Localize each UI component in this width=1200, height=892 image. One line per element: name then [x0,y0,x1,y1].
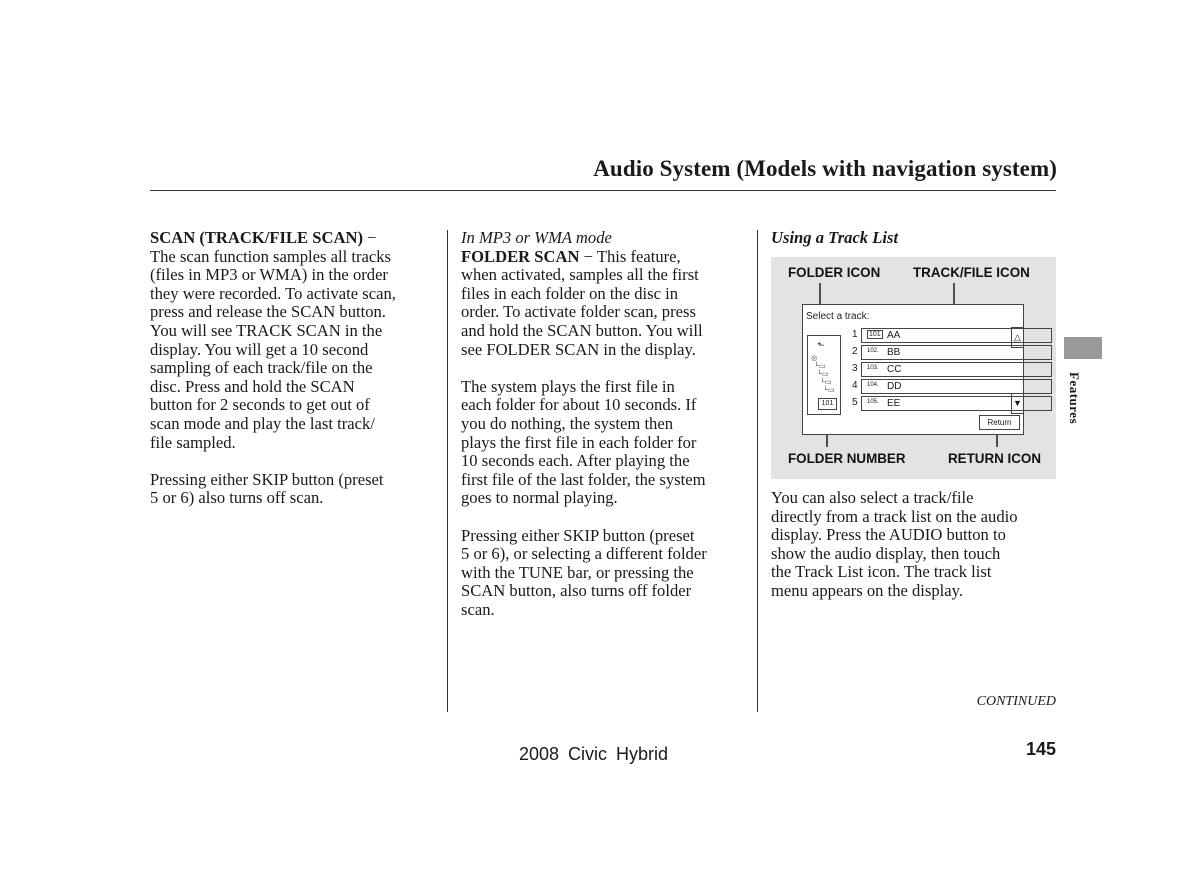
page-number: 145 [1025,739,1056,759]
subfolder-icon: └▭ [820,379,832,386]
disc-icon: ◎ [811,355,818,362]
column-divider-2 [757,230,758,712]
track-list-screen [802,304,1024,435]
track-name: DD [887,381,902,392]
track-list-figure [771,257,1056,479]
track-number: 3 [852,363,858,374]
folder-scan-paragraph-1: when activated, samples all the first files in each folder on the disc in order. To activate folder scan, press and hold the SCAN button. You will see FOLDER SCAN in the display. [461,265,703,359]
folder-tree [807,335,841,415]
track-number: 4 [852,380,858,391]
page-title: Audio System (Models with navigation system) [593,156,1057,181]
folder-icon[interactable]: ⬑ [817,340,825,350]
label-return-icon: RETURN ICON [948,451,1041,466]
folder-scan-paragraph-3: Pressing either SKIP button (preset 5 or 6), or selecting a different folder with the TUNE bar, or pressing the SCAN button, also turns off folder scan. [461,525,707,619]
scan-paragraph-2: Pressing either SKIP button (preset 5 or 6) also turns off scan. [150,469,384,508]
column-folder-scan [461,229,751,619]
select-track-heading: Select a track: [806,311,870,322]
folder-scan-heading-rest: − This feature, [579,246,681,266]
mode-note: In MP3 or WMA mode [461,228,612,247]
folder-number-box: 101 [818,398,837,410]
scan-heading-dash: − [362,228,377,247]
label-folder-icon: FOLDER ICON [788,265,881,280]
folder-scan-paragraph-2: The system plays the first file in each folder for about 10 seconds. If you do nothing, the system then plays the first file in each folder for 10 seconds each. After playing the first file of the last folder, the system goes to normal playing. [461,376,706,508]
label-folder-number: FOLDER NUMBER [788,451,906,466]
track-name: AA [887,330,901,341]
track-button[interactable] [861,362,1052,377]
footer-model: 2008 Civic Hybrid [519,744,669,764]
track-name: CC [887,364,902,375]
track-file-code: 104. [867,382,879,388]
column-divider-1 [447,230,448,712]
column-track-list [771,229,1061,248]
scroll-up-icon[interactable]: △ [1011,327,1024,348]
track-button[interactable] [861,379,1052,394]
column-scan [150,229,442,508]
track-number: 5 [852,397,858,408]
track-file-code: 102. [867,348,879,354]
subfolder-icon: └▭ [823,387,835,394]
return-button[interactable]: Return [979,415,1020,430]
label-track-file-icon: TRACK/FILE ICON [913,265,1030,280]
track-file-code: 103. [867,365,879,371]
track-list-heading: Using a Track List [771,228,899,247]
track-name: EE [887,398,901,409]
subfolder-icon: └▭ [814,363,826,370]
section-tab-marker [1064,337,1102,359]
track-list-paragraph: You can also select a track/file directly from a track list on the audio display. Press the AUDIO button to show the audio display, then touch the Track List icon. The track list menu appears on the display. [771,488,1018,600]
title-rule [150,190,1056,191]
continued-note: CONTINUED [976,694,1056,709]
track-file-code: 105. [867,399,879,405]
section-tab-label: Features [1067,372,1082,425]
track-number: 1 [852,329,858,340]
track-name: BB [887,347,901,358]
folder-scan-heading: FOLDER SCAN [461,246,580,266]
scan-heading: SCAN (TRACK/FILE SCAN) [150,228,363,247]
scan-paragraph-1: The scan function samples all tracks (files in MP3 or WMA) in the order they were recorded. To activate scan, press and release the SCAN button. You will see TRACK SCAN in the display. You will get a 10 second sampling of each track/file on the disc. Press and hold the SCAN button for 2 seconds to get out of scan mode and play the last track/ file sampled. [150,246,396,452]
track-number: 2 [852,346,858,357]
track-list-body [771,489,1061,601]
scroll-down-icon[interactable]: ▼ [1011,393,1024,414]
subfolder-icon: └▭ [817,371,829,378]
track-file-icon: 101 [869,331,881,338]
